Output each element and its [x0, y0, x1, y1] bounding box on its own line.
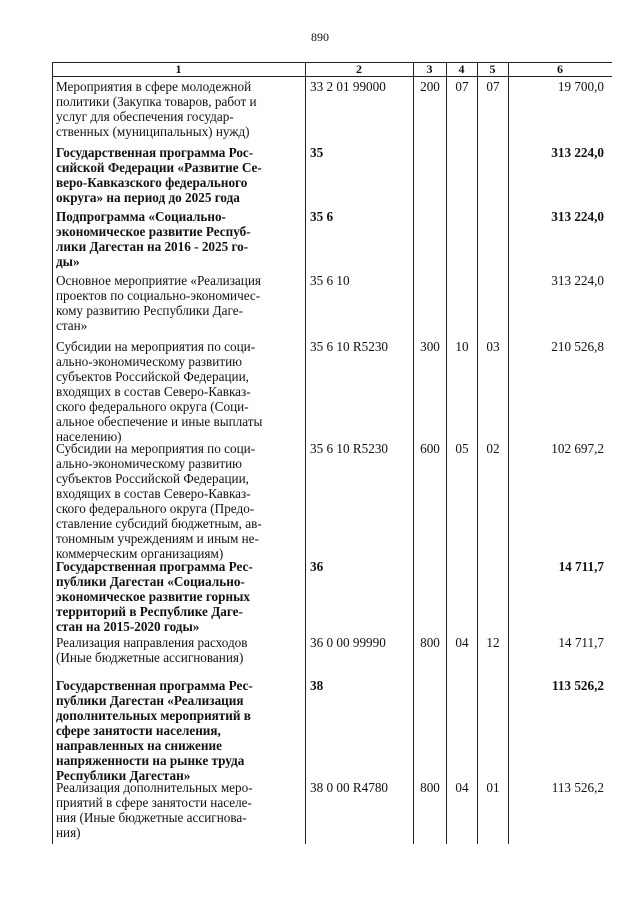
row-name — [56, 339, 298, 444]
header-bottom-border — [52, 76, 612, 77]
row-name — [56, 678, 298, 783]
row-name-line: тономным учреждениям и иным не- — [56, 531, 259, 546]
row-sum: 210 526,8 — [551, 339, 604, 354]
row-code: 33 2 01 99000 — [310, 79, 386, 94]
row-name-line: кому развитию Республики Даге- — [56, 303, 244, 318]
row-rz: 05 — [455, 441, 469, 456]
col-divider-2 — [305, 62, 306, 844]
row-rz: 10 — [455, 339, 469, 354]
row-name — [56, 79, 298, 139]
row-name-line: направленных на снижение — [56, 738, 222, 753]
row-name-line: публики Дагестан «Реализация — [56, 693, 244, 708]
row-name-line: публики Дагестан «Социально- — [56, 574, 245, 589]
row-pr: 12 — [486, 635, 500, 650]
row-vr: 800 — [420, 635, 440, 650]
row-name-line: Субсидии на мероприятия по соци- — [56, 441, 256, 456]
row-name-line: напряженности на рынке труда — [56, 753, 245, 768]
row-sum: 313 224,0 — [551, 273, 604, 288]
row-vr: 600 — [420, 441, 440, 456]
row-rz: 04 — [455, 635, 469, 650]
row-code: 38 0 00 R4780 — [310, 780, 389, 795]
page-number: 890 — [311, 30, 329, 44]
row-code: 35 6 10 R5230 — [310, 339, 389, 354]
row-name-line: проектов по социально-экономичес- — [56, 288, 261, 303]
row-name — [56, 780, 298, 840]
row-name-line: ды» — [56, 254, 80, 269]
row-name-line: ского федерального округа (Предо- — [56, 501, 255, 516]
row-name-line: Мероприятия в сфере молодежной — [56, 79, 252, 94]
row-vr: 300 — [420, 339, 440, 354]
row-rz: 04 — [455, 780, 469, 795]
row-vr: 200 — [420, 79, 440, 94]
row-sum: 313 224,0 — [551, 145, 604, 160]
row-name-line: ственных (муниципальных) нужд) — [56, 124, 250, 139]
row-name-line: территорий в Республике Даге- — [56, 604, 243, 619]
row-code: 36 — [310, 559, 324, 574]
row-name-line: Субсидии на мероприятия по соци- — [56, 339, 256, 354]
row-name-line: дополнительных мероприятий в — [56, 708, 251, 723]
row-name-line: Подпрограмма «Социально- — [56, 209, 226, 224]
header-col-3: 3 — [426, 62, 433, 76]
row-name-line: сфере занятости населения, — [56, 723, 221, 738]
row-name — [56, 273, 298, 333]
row-code: 36 0 00 99990 — [310, 635, 386, 650]
row-pr: 02 — [486, 441, 500, 456]
row-name-line: входящих в состав Северо-Кавказ- — [56, 384, 251, 399]
header-col-2: 2 — [356, 62, 362, 76]
col-divider-1 — [52, 62, 53, 844]
row-sum: 19 700,0 — [557, 79, 604, 94]
row-name-line: (Иные бюджетные ассигнования) — [56, 650, 244, 665]
row-name-line: стан» — [56, 318, 88, 333]
row-sum: 313 224,0 — [551, 209, 604, 224]
row-name-line: ально-экономическому развитию — [56, 354, 242, 369]
row-name-line: Реализация дополнительных меро- — [56, 780, 253, 795]
row-code: 35 6 10 — [310, 273, 350, 288]
row-name — [56, 559, 298, 634]
row-name-line: Республики Дагестан» — [56, 768, 191, 783]
row-code: 38 — [310, 678, 324, 693]
row-pr: 01 — [486, 780, 500, 795]
row-name-line: субъектов Российской Федерации, — [56, 471, 249, 486]
row-name-line: лики Дагестан на 2016 - 2025 го- — [56, 239, 249, 254]
row-sum: 102 697,2 — [551, 441, 604, 456]
row-name-line: альное обеспечение и иные выплаты — [56, 414, 263, 429]
header-col-6: 6 — [557, 62, 563, 76]
row-code: 35 — [310, 145, 324, 160]
row-sum: 113 526,2 — [551, 780, 604, 795]
row-name-line: населению) — [56, 429, 122, 444]
row-name-line: экономическое развитие горных — [56, 589, 250, 604]
row-name-line: ского федерального округа (Соци- — [56, 399, 249, 414]
row-name — [56, 441, 298, 561]
row-name-line: ально-экономическому развитию — [56, 456, 242, 471]
row-name-line: Реализация направления расходов — [56, 635, 248, 650]
row-name-line: приятий в сфере занятости населе- — [56, 795, 252, 810]
header-col-1: 1 — [175, 62, 182, 76]
row-pr: 07 — [486, 79, 500, 94]
row-name — [56, 145, 298, 205]
row-rz: 07 — [455, 79, 469, 94]
row-code: 35 6 — [310, 209, 334, 224]
row-name-line: Основное мероприятие «Реализация — [56, 273, 261, 288]
row-name-line: Государственная программа Рес- — [56, 559, 253, 574]
row-name — [56, 635, 298, 665]
row-name-line: входящих в состав Северо-Кавказ- — [56, 486, 251, 501]
row-code: 35 6 10 R5230 — [310, 441, 389, 456]
row-vr: 800 — [420, 780, 440, 795]
row-name-line: субъектов Российской Федерации, — [56, 369, 249, 384]
row-name-line: округа» на период до 2025 года — [56, 190, 240, 205]
row-name-line: Государственная программа Рес- — [56, 678, 253, 693]
row-name-line: услуг для обеспечения государ- — [56, 109, 234, 124]
row-sum: 113 526,2 — [551, 678, 604, 693]
row-name-line: веро-Кавказского федерального — [56, 175, 248, 190]
row-name-line: ставление субсидий бюджетным, ав- — [56, 516, 262, 531]
row-name-line: ния) — [56, 825, 81, 840]
row-sum: 14 711,7 — [558, 635, 604, 650]
header-col-4: 4 — [458, 62, 465, 76]
row-name-line: стан на 2015-2020 годы» — [56, 619, 200, 634]
row-name-line: сийской Федерации «Развитие Се- — [56, 160, 262, 175]
row-sum: 14 711,7 — [558, 559, 604, 574]
row-pr: 03 — [486, 339, 500, 354]
row-name-line: политики (Закупка товаров, работ и — [56, 94, 257, 109]
row-name-line: ния (Иные бюджетные ассигнова- — [56, 810, 247, 825]
row-name-line: Государственная программа Рос- — [56, 145, 254, 160]
row-name-line: экономическое развитие Респуб- — [56, 224, 251, 239]
row-name-line: коммерческим организациям) — [56, 546, 224, 561]
row-name — [56, 209, 298, 269]
header-col-5: 5 — [489, 62, 496, 76]
